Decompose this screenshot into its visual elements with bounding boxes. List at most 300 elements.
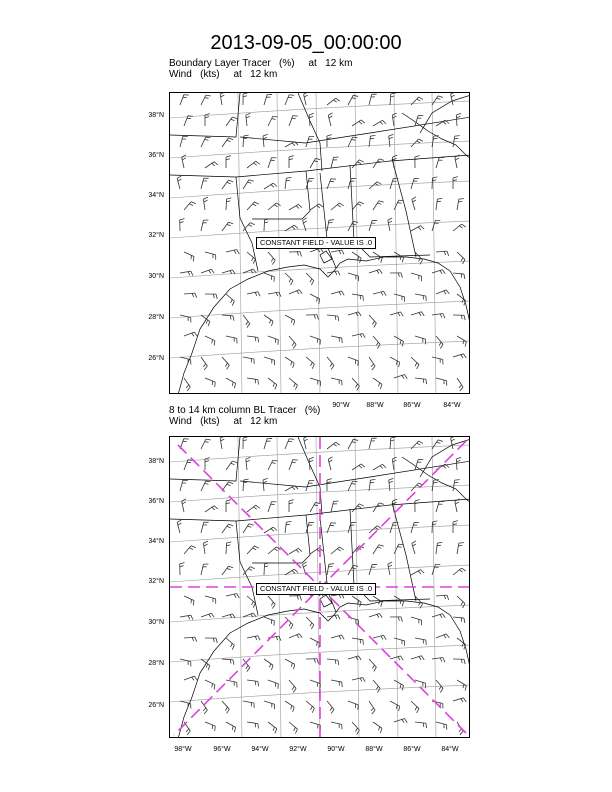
lon-label: 92°W bbox=[289, 746, 307, 753]
page-title: 2013-09-05_00:00:00 bbox=[210, 32, 402, 54]
barb-feather bbox=[187, 731, 190, 735]
barb-feather bbox=[248, 225, 252, 227]
barb-staff bbox=[201, 357, 207, 366]
barb-staff bbox=[247, 336, 258, 337]
wind-barb-icon bbox=[246, 457, 251, 470]
barb-staff bbox=[369, 438, 372, 449]
barb-staff bbox=[201, 137, 206, 147]
wind-barb-icon bbox=[455, 155, 459, 168]
wind-barb-icon bbox=[285, 659, 295, 669]
constant-field-label-bottom: CONSTANT FIELD - VALUE IS .0 bbox=[256, 583, 376, 595]
barb-staff bbox=[306, 136, 309, 147]
barb-staff bbox=[246, 115, 247, 126]
barb-feather bbox=[258, 337, 259, 342]
barb-staff bbox=[457, 336, 466, 342]
barb-feather bbox=[216, 294, 217, 299]
barb-feather bbox=[255, 337, 256, 341]
barb-feather bbox=[312, 364, 314, 369]
barb-feather bbox=[253, 603, 255, 608]
wind-barb-icon bbox=[268, 596, 275, 608]
wind-barb-icon bbox=[415, 156, 420, 168]
wind-barb-icon bbox=[243, 357, 254, 364]
barb-staff bbox=[268, 722, 277, 729]
barb-feather bbox=[459, 570, 462, 572]
lat-label: 36°N bbox=[148, 498, 164, 505]
wind-barb-icon bbox=[226, 294, 234, 306]
barb-feather bbox=[286, 180, 290, 181]
wind-barb-icon bbox=[184, 378, 190, 391]
wind-barb-icon bbox=[436, 157, 444, 168]
barb-feather bbox=[212, 507, 215, 510]
state-border bbox=[240, 461, 470, 487]
barb-staff bbox=[289, 680, 296, 688]
barb-feather bbox=[377, 614, 379, 617]
barb-staff bbox=[327, 659, 338, 660]
barb-feather bbox=[380, 384, 382, 389]
barb-feather bbox=[327, 138, 331, 139]
barb-feather bbox=[271, 665, 273, 670]
barb-feather bbox=[244, 135, 249, 136]
barb-staff bbox=[369, 659, 376, 667]
barb-staff bbox=[390, 701, 400, 706]
barb-staff bbox=[226, 638, 234, 645]
barb-staff bbox=[222, 315, 233, 316]
barb-staff bbox=[436, 336, 443, 344]
barb-feather bbox=[439, 342, 441, 345]
barb-feather bbox=[440, 270, 442, 273]
wind-barb-icon bbox=[432, 440, 443, 449]
wind-barb-icon bbox=[352, 378, 359, 390]
barb-staff bbox=[268, 158, 272, 168]
wind-barb-icon bbox=[310, 158, 320, 168]
wind-barb-icon bbox=[289, 500, 294, 512]
barb-feather bbox=[339, 636, 341, 639]
barb-staff bbox=[201, 95, 206, 105]
barb-staff bbox=[436, 157, 439, 168]
wind-barb-icon bbox=[327, 479, 332, 491]
barb-feather bbox=[355, 728, 357, 731]
barb-feather bbox=[294, 320, 295, 325]
barb-staff bbox=[289, 722, 297, 729]
wind-barb-icon bbox=[331, 336, 342, 343]
wind-barb-icon bbox=[331, 291, 344, 295]
barb-feather bbox=[221, 95, 225, 97]
barb-feather bbox=[272, 260, 275, 264]
barb-staff bbox=[310, 294, 320, 299]
wind-barb-icon bbox=[205, 162, 218, 168]
wind-barb-icon bbox=[331, 501, 339, 512]
barb-feather bbox=[309, 460, 313, 461]
barb-feather bbox=[214, 162, 218, 165]
wind-barb-icon bbox=[289, 680, 296, 693]
barb-feather bbox=[355, 384, 357, 387]
wind-barb-icon bbox=[246, 113, 251, 126]
wind-barb-icon bbox=[222, 180, 233, 189]
barb-feather bbox=[255, 681, 256, 685]
wind-barb-icon bbox=[373, 336, 380, 348]
barb-feather bbox=[388, 218, 392, 220]
barb-feather bbox=[361, 464, 365, 467]
barb-feather bbox=[296, 550, 299, 553]
barb-feather bbox=[294, 383, 296, 387]
barb-staff bbox=[246, 459, 247, 470]
wind-barb-icon bbox=[328, 113, 332, 126]
barb-feather bbox=[211, 269, 214, 273]
barb-feather bbox=[252, 257, 254, 261]
barb-feather bbox=[359, 160, 363, 162]
barb-staff bbox=[415, 680, 426, 683]
barb-feather bbox=[437, 542, 442, 543]
wind-barb-icon bbox=[456, 113, 461, 126]
barb-feather bbox=[377, 182, 381, 185]
barb-staff bbox=[411, 441, 419, 449]
barb-staff bbox=[369, 357, 375, 366]
barb-feather bbox=[292, 686, 294, 689]
barb-staff bbox=[243, 136, 244, 147]
barb-staff bbox=[373, 336, 380, 344]
barb-feather bbox=[401, 312, 404, 316]
barb-staff bbox=[436, 680, 443, 688]
wind-barb-icon bbox=[222, 222, 233, 231]
barb-feather bbox=[243, 440, 247, 441]
wind-barb-icon bbox=[247, 292, 260, 296]
barb-feather bbox=[297, 635, 299, 638]
wind-barb-icon bbox=[226, 500, 231, 512]
barb-feather bbox=[338, 660, 339, 665]
barb-staff bbox=[310, 680, 320, 684]
wind-barb-icon bbox=[352, 202, 364, 210]
barb-feather bbox=[419, 657, 421, 660]
barb-feather bbox=[379, 613, 382, 617]
barb-feather bbox=[464, 698, 467, 702]
state-border bbox=[252, 515, 310, 563]
barb-feather bbox=[381, 636, 383, 639]
barb-feather bbox=[426, 379, 427, 384]
barb-feather bbox=[420, 604, 423, 608]
wind-barb-icon bbox=[331, 203, 344, 210]
barb-feather bbox=[335, 660, 336, 664]
barb-feather bbox=[208, 666, 210, 671]
barb-feather bbox=[220, 437, 225, 438]
barb-staff bbox=[415, 294, 426, 296]
wind-barb-icon bbox=[247, 202, 259, 210]
wind-barb-icon bbox=[220, 93, 225, 105]
wind-barb-icon bbox=[222, 566, 233, 575]
wind-barb-icon bbox=[373, 722, 382, 733]
barb-feather bbox=[371, 708, 374, 711]
barb-feather bbox=[203, 364, 206, 367]
barb-feather bbox=[269, 664, 270, 668]
barb-feather bbox=[372, 665, 374, 668]
barb-staff bbox=[411, 617, 422, 620]
barb-feather bbox=[423, 723, 424, 727]
barb-feather bbox=[461, 274, 462, 278]
wind-barb-icon bbox=[390, 357, 400, 367]
barb-feather bbox=[254, 163, 257, 165]
barb-feather bbox=[311, 362, 313, 366]
barb-feather bbox=[314, 659, 315, 663]
barb-staff bbox=[205, 722, 215, 726]
barb-feather bbox=[442, 270, 445, 274]
wind-barb-icon bbox=[306, 617, 314, 629]
barb-feather bbox=[276, 293, 278, 297]
wind-barb-icon bbox=[289, 252, 301, 257]
barb-feather bbox=[419, 97, 423, 99]
wind-barb-icon bbox=[415, 378, 427, 384]
barb-staff bbox=[243, 524, 249, 533]
lon-label: 90°W bbox=[332, 402, 350, 409]
barb-feather bbox=[440, 344, 443, 348]
barb-staff bbox=[310, 502, 315, 512]
wind-barb-icon bbox=[352, 160, 364, 168]
wind-barb-icon bbox=[412, 197, 416, 210]
wind-barb-icon bbox=[264, 659, 273, 670]
barb-staff bbox=[394, 638, 405, 641]
barb-staff bbox=[327, 357, 334, 365]
barb-feather bbox=[191, 615, 193, 620]
wind-barb-icon bbox=[457, 378, 463, 391]
wind-barb-icon bbox=[352, 722, 359, 734]
wind-barb-icon bbox=[327, 701, 334, 714]
barb-feather bbox=[391, 93, 396, 94]
barb-staff bbox=[268, 378, 277, 385]
wind-barb-icon bbox=[243, 701, 254, 708]
wind-barb-icon bbox=[289, 634, 302, 638]
barb-feather bbox=[232, 726, 233, 730]
barb-staff bbox=[268, 547, 276, 554]
barb-feather bbox=[237, 250, 239, 254]
wind-barb-icon bbox=[456, 457, 461, 470]
barb-feather bbox=[465, 686, 466, 691]
barb-feather bbox=[396, 361, 397, 365]
wind-barb-icon bbox=[327, 135, 332, 147]
barb-feather bbox=[295, 385, 297, 390]
barb-feather bbox=[434, 480, 439, 481]
wind-barb-icon bbox=[226, 117, 237, 126]
barb-staff bbox=[436, 199, 437, 210]
barb-staff bbox=[436, 378, 447, 381]
wind-barb-icon bbox=[369, 315, 376, 327]
barb-feather bbox=[271, 258, 273, 261]
barb-feather bbox=[402, 719, 404, 722]
barb-feather bbox=[228, 524, 233, 526]
wind-barb-icon bbox=[348, 178, 356, 189]
barb-feather bbox=[206, 439, 211, 440]
barb-feather bbox=[370, 482, 374, 483]
wind-barb-icon bbox=[436, 634, 449, 638]
barb-feather bbox=[309, 457, 314, 459]
wind-barb-icon bbox=[180, 659, 191, 667]
wind-barb-icon bbox=[226, 461, 237, 470]
barb-feather bbox=[421, 570, 425, 574]
wind-barb-icon bbox=[201, 613, 214, 617]
barb-feather bbox=[177, 176, 181, 179]
barb-feather bbox=[247, 668, 250, 672]
barb-feather bbox=[370, 138, 374, 139]
barb-feather bbox=[234, 727, 235, 732]
barb-feather bbox=[243, 437, 248, 438]
wind-barb-icon bbox=[205, 294, 217, 299]
barb-staff bbox=[453, 273, 464, 274]
lon-label: 96°W bbox=[213, 746, 231, 753]
barb-feather bbox=[335, 316, 336, 320]
wind-barb-icon bbox=[457, 294, 466, 305]
wind-barb-icon bbox=[327, 271, 340, 275]
barb-feather bbox=[417, 99, 421, 101]
barb-feather bbox=[303, 565, 306, 567]
barb-feather bbox=[363, 296, 364, 301]
barb-staff bbox=[348, 95, 353, 105]
barb-staff bbox=[205, 252, 216, 255]
barb-feather bbox=[293, 707, 295, 712]
barb-staff bbox=[373, 378, 382, 384]
barb-feather bbox=[374, 667, 377, 671]
barb-staff bbox=[243, 315, 250, 324]
wind-barb-icon bbox=[222, 315, 234, 321]
barb-feather bbox=[417, 709, 419, 713]
wind-barb-icon bbox=[310, 722, 320, 730]
barb-staff bbox=[331, 336, 342, 338]
barb-staff bbox=[201, 178, 204, 189]
barb-feather bbox=[291, 663, 292, 667]
wind-barb-icon bbox=[201, 95, 211, 105]
lat-label: 30°N bbox=[148, 619, 164, 626]
wind-barb-icon bbox=[243, 135, 249, 147]
barb-feather bbox=[398, 203, 402, 204]
barb-feather bbox=[338, 271, 340, 275]
barb-staff bbox=[415, 115, 418, 126]
barb-feather bbox=[203, 541, 208, 543]
barb-feather bbox=[339, 250, 341, 254]
wind-barb-icon bbox=[436, 722, 447, 730]
barb-staff bbox=[331, 378, 342, 380]
barb-feather bbox=[339, 292, 341, 295]
wind-barb-icon bbox=[411, 522, 419, 533]
lon-label: 94°W bbox=[251, 746, 269, 753]
barb-feather bbox=[402, 258, 403, 263]
barb-feather bbox=[353, 439, 358, 440]
wind-barb-icon bbox=[243, 223, 255, 231]
barb-feather bbox=[303, 221, 306, 223]
barb-feather bbox=[437, 201, 441, 202]
barb-feather bbox=[226, 545, 230, 546]
barb-staff bbox=[373, 159, 379, 168]
parallel-line bbox=[170, 101, 470, 118]
barb-staff bbox=[392, 115, 394, 126]
wind-barb-icon bbox=[348, 357, 358, 366]
barb-feather bbox=[440, 658, 442, 662]
barb-staff bbox=[352, 202, 359, 210]
barb-feather bbox=[464, 274, 465, 279]
barb-staff bbox=[390, 178, 393, 189]
barb-feather bbox=[352, 224, 356, 225]
barb-feather bbox=[363, 677, 365, 681]
wind-barb-icon bbox=[289, 460, 298, 470]
wind-barb-icon bbox=[411, 617, 422, 625]
barb-feather bbox=[372, 321, 374, 324]
barb-staff bbox=[411, 483, 419, 491]
barb-feather bbox=[294, 569, 298, 572]
barb-feather bbox=[206, 137, 211, 138]
barb-feather bbox=[342, 250, 344, 254]
barb-feather bbox=[298, 204, 302, 207]
barb-feather bbox=[455, 480, 460, 481]
wind-barb-icon bbox=[327, 564, 334, 575]
wind-barb-icon bbox=[373, 252, 382, 263]
barb-feather bbox=[462, 224, 466, 227]
barb-feather bbox=[451, 95, 455, 97]
barb-feather bbox=[353, 137, 358, 138]
wind-barb-icon bbox=[369, 438, 377, 449]
barb-feather bbox=[289, 279, 291, 283]
barb-feather bbox=[451, 437, 455, 438]
barb-staff bbox=[247, 722, 258, 724]
constant-field-label-top: CONSTANT FIELD - VALUE IS .0 bbox=[256, 237, 376, 249]
barb-staff bbox=[285, 659, 295, 664]
wind-barb-icon bbox=[264, 527, 277, 533]
barb-feather bbox=[191, 546, 196, 548]
wind-barb-icon bbox=[247, 722, 258, 729]
barb-feather bbox=[463, 684, 464, 688]
barb-staff bbox=[348, 273, 359, 276]
barb-staff bbox=[373, 680, 380, 688]
barb-feather bbox=[226, 201, 230, 202]
barb-feather bbox=[442, 614, 445, 618]
meridian-line bbox=[432, 93, 436, 394]
wind-barb-icon bbox=[432, 177, 437, 189]
barb-feather bbox=[187, 387, 190, 391]
barb-staff bbox=[348, 357, 358, 361]
barb-feather bbox=[404, 718, 407, 722]
wind-barb-icon bbox=[226, 156, 231, 168]
barb-feather bbox=[455, 158, 459, 160]
barb-feather bbox=[317, 642, 318, 646]
wind-barb-icon bbox=[310, 294, 320, 304]
barb-feather bbox=[377, 203, 381, 204]
barb-staff bbox=[201, 220, 203, 231]
wind-barb-icon bbox=[184, 332, 197, 336]
barb-feather bbox=[443, 466, 446, 469]
barb-feather bbox=[244, 138, 248, 139]
barb-feather bbox=[426, 723, 427, 728]
barb-feather bbox=[462, 643, 464, 647]
barb-staff bbox=[268, 336, 278, 340]
barb-staff bbox=[457, 378, 463, 387]
barb-feather bbox=[304, 439, 308, 441]
barb-feather bbox=[233, 660, 234, 665]
wind-barb-icon bbox=[184, 202, 196, 210]
wind-barb-icon bbox=[436, 501, 444, 512]
barb-feather bbox=[359, 504, 363, 506]
barb-feather bbox=[273, 383, 274, 387]
barb-feather bbox=[209, 614, 211, 617]
barb-feather bbox=[295, 729, 297, 734]
wind-barb-icon bbox=[243, 479, 249, 491]
barb-staff bbox=[285, 273, 293, 281]
barb-feather bbox=[444, 251, 445, 255]
barb-staff bbox=[289, 116, 293, 126]
barb-feather bbox=[191, 599, 192, 603]
barb-staff bbox=[457, 638, 466, 645]
barb-feather bbox=[358, 506, 362, 508]
barb-feather bbox=[382, 464, 386, 467]
barb-feather bbox=[463, 340, 464, 344]
barb-feather bbox=[437, 545, 441, 546]
wind-barb-icon bbox=[247, 378, 258, 385]
barb-feather bbox=[310, 623, 312, 626]
barb-feather bbox=[328, 457, 332, 460]
barb-feather bbox=[401, 617, 402, 622]
